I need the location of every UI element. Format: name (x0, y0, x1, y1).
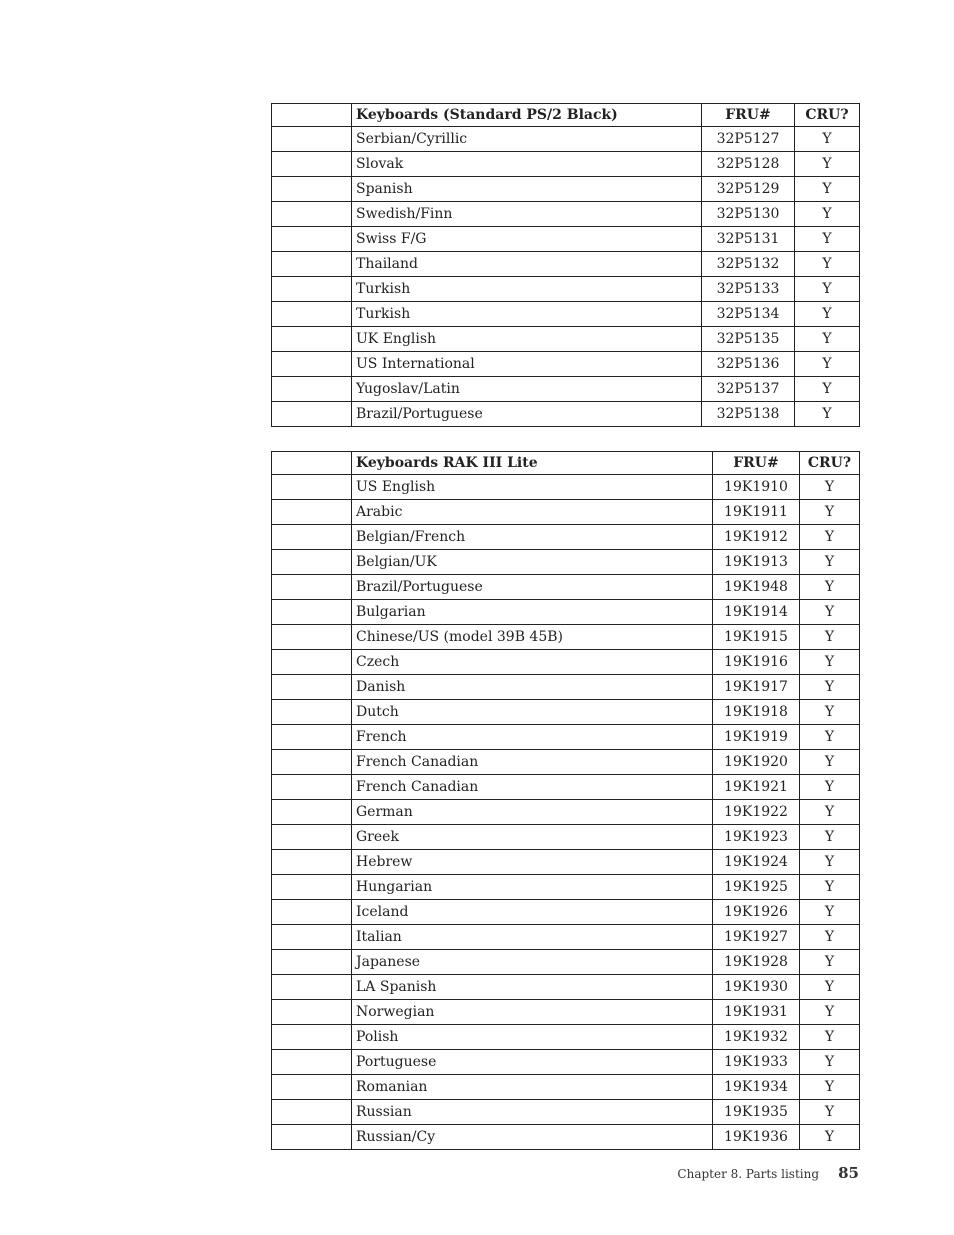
cru-cell: Y (800, 1025, 860, 1050)
description-cell: Arabic (352, 500, 713, 525)
fru-cell: 19K1926 (713, 900, 800, 925)
description-cell: US English (352, 475, 713, 500)
cru-cell: Y (795, 402, 860, 427)
cru-cell: Y (795, 327, 860, 352)
table-row (272, 127, 860, 152)
table-row (272, 1125, 860, 1150)
cru-cell: Y (800, 950, 860, 975)
description-cell: Danish (352, 675, 713, 700)
fru-cell: 19K1923 (713, 825, 800, 850)
description-cell: Serbian/Cyrillic (352, 127, 702, 152)
table-row (272, 1075, 860, 1100)
blank-cell (272, 550, 352, 575)
description-cell: Dutch (352, 700, 713, 725)
fru-cell: 19K1918 (713, 700, 800, 725)
description-cell: Swedish/Finn (352, 202, 702, 227)
cru-cell: Y (800, 475, 860, 500)
blank-cell (272, 1125, 352, 1150)
description-cell: Slovak (352, 152, 702, 177)
table-row (272, 550, 860, 575)
table-row (272, 377, 860, 402)
table-row (272, 925, 860, 950)
fru-header: FRU# (702, 104, 795, 127)
cru-cell: Y (795, 377, 860, 402)
table-row (272, 525, 860, 550)
table-row (272, 327, 860, 352)
cru-cell: Y (800, 675, 860, 700)
description-cell: Greek (352, 825, 713, 850)
cru-cell: Y (795, 252, 860, 277)
table-row (272, 252, 860, 277)
table-row (272, 650, 860, 675)
cru-cell: Y (800, 750, 860, 775)
fru-cell: 19K1917 (713, 675, 800, 700)
table-row (272, 775, 860, 800)
table-header-row (272, 104, 860, 127)
table-row (272, 725, 860, 750)
fru-cell: 19K1910 (713, 475, 800, 500)
fru-cell: 19K1924 (713, 850, 800, 875)
fru-cell: 19K1931 (713, 1000, 800, 1025)
fru-header: FRU# (713, 452, 800, 475)
table-row (272, 1025, 860, 1050)
blank-cell (272, 302, 352, 327)
fru-cell: 32P5132 (702, 252, 795, 277)
description-cell: Brazil/Portuguese (352, 402, 702, 427)
cru-cell: Y (800, 500, 860, 525)
cru-cell: Y (800, 1125, 860, 1150)
cru-cell: Y (800, 525, 860, 550)
table-header-row (272, 452, 860, 475)
blank-cell (272, 377, 352, 402)
table-row (272, 975, 860, 1000)
blank-cell (272, 700, 352, 725)
description-cell: Romanian (352, 1075, 713, 1100)
fru-cell: 19K1927 (713, 925, 800, 950)
cru-cell: Y (800, 975, 860, 1000)
blank-cell (272, 750, 352, 775)
table-row (272, 675, 860, 700)
description-cell: Brazil/Portuguese (352, 575, 713, 600)
description-cell: Portuguese (352, 1050, 713, 1075)
fru-cell: 19K1934 (713, 1075, 800, 1100)
fru-cell: 19K1919 (713, 725, 800, 750)
fru-cell: 19K1922 (713, 800, 800, 825)
cru-cell: Y (800, 900, 860, 925)
description-cell: German (352, 800, 713, 825)
description-header: Keyboards RAK III Lite (352, 452, 713, 475)
cru-cell: Y (800, 825, 860, 850)
description-cell: Russian (352, 1100, 713, 1125)
description-cell: Turkish (352, 277, 702, 302)
table-row (272, 875, 860, 900)
blank-cell (272, 1025, 352, 1050)
description-cell: Thailand (352, 252, 702, 277)
chapter-title: Chapter 8. Parts listing (677, 1167, 820, 1181)
blank-cell (272, 650, 352, 675)
fru-cell: 32P5127 (702, 127, 795, 152)
table-row (272, 1000, 860, 1025)
table-row (272, 575, 860, 600)
cru-cell: Y (800, 925, 860, 950)
fru-cell: 19K1928 (713, 950, 800, 975)
description-cell: UK English (352, 327, 702, 352)
cru-cell: Y (800, 1100, 860, 1125)
fru-cell: 32P5129 (702, 177, 795, 202)
table-row (272, 402, 860, 427)
fru-cell: 32P5130 (702, 202, 795, 227)
blank-cell (272, 800, 352, 825)
blank-cell (272, 402, 352, 427)
keyboards-rak-iii-lite-table (271, 451, 860, 1150)
page-footer (677, 1163, 859, 1182)
fru-cell: 19K1916 (713, 650, 800, 675)
description-cell: Yugoslav/Latin (352, 377, 702, 402)
blank-cell (272, 725, 352, 750)
description-cell: Spanish (352, 177, 702, 202)
cru-cell: Y (800, 875, 860, 900)
blank-cell (272, 775, 352, 800)
table-row (272, 800, 860, 825)
fru-cell: 19K1913 (713, 550, 800, 575)
fru-cell: 19K1932 (713, 1025, 800, 1050)
fru-cell: 32P5137 (702, 377, 795, 402)
description-header: Keyboards (Standard PS/2 Black) (352, 104, 702, 127)
cru-cell: Y (800, 1000, 860, 1025)
cru-cell: Y (795, 302, 860, 327)
cru-cell: Y (800, 600, 860, 625)
blank-cell (272, 850, 352, 875)
table-row (272, 177, 860, 202)
blank-cell (272, 475, 352, 500)
fru-cell: 19K1911 (713, 500, 800, 525)
cru-cell: Y (795, 202, 860, 227)
blank-cell (272, 277, 352, 302)
table-row (272, 825, 860, 850)
description-cell: Chinese/US (model 39B 45B) (352, 625, 713, 650)
blank-cell (272, 900, 352, 925)
cru-cell: Y (800, 625, 860, 650)
cru-cell: Y (795, 177, 860, 202)
description-cell: Bulgarian (352, 600, 713, 625)
cru-header: CRU? (800, 452, 860, 475)
cru-cell: Y (795, 227, 860, 252)
cru-cell: Y (795, 352, 860, 377)
description-cell: French (352, 725, 713, 750)
blank-cell (272, 227, 352, 252)
table-row (272, 500, 860, 525)
blank-cell (272, 825, 352, 850)
table-row (272, 625, 860, 650)
description-cell: French Canadian (352, 775, 713, 800)
cru-cell: Y (800, 575, 860, 600)
table-row (272, 475, 860, 500)
cru-cell: Y (800, 1050, 860, 1075)
blank-cell (272, 127, 352, 152)
description-cell: Norwegian (352, 1000, 713, 1025)
description-cell: LA Spanish (352, 975, 713, 1000)
description-cell: Belgian/UK (352, 550, 713, 575)
cru-cell: Y (795, 277, 860, 302)
fru-cell: 32P5128 (702, 152, 795, 177)
blank-cell (272, 1000, 352, 1025)
blank-cell (272, 352, 352, 377)
blank-cell (272, 104, 352, 127)
description-cell: Belgian/French (352, 525, 713, 550)
blank-cell (272, 177, 352, 202)
table-row (272, 277, 860, 302)
fru-cell: 19K1933 (713, 1050, 800, 1075)
fru-cell: 19K1935 (713, 1100, 800, 1125)
fru-cell: 19K1921 (713, 775, 800, 800)
blank-cell (272, 600, 352, 625)
table-row (272, 600, 860, 625)
blank-cell (272, 252, 352, 277)
cru-cell: Y (800, 725, 860, 750)
fru-cell: 32P5133 (702, 277, 795, 302)
blank-cell (272, 1075, 352, 1100)
description-cell: French Canadian (352, 750, 713, 775)
fru-cell: 32P5131 (702, 227, 795, 252)
fru-cell: 19K1912 (713, 525, 800, 550)
cru-cell: Y (800, 800, 860, 825)
table-row (272, 1050, 860, 1075)
table-row (272, 352, 860, 377)
table-row (272, 227, 860, 252)
cru-cell: Y (800, 650, 860, 675)
fru-cell: 19K1948 (713, 575, 800, 600)
blank-cell (272, 152, 352, 177)
fru-cell: 19K1920 (713, 750, 800, 775)
blank-cell (272, 925, 352, 950)
fru-cell: 19K1925 (713, 875, 800, 900)
blank-cell (272, 575, 352, 600)
page-number: 85 (838, 1164, 859, 1182)
blank-cell (272, 625, 352, 650)
blank-cell (272, 202, 352, 227)
fru-cell: 19K1936 (713, 1125, 800, 1150)
cru-cell: Y (800, 550, 860, 575)
description-cell: Hungarian (352, 875, 713, 900)
blank-cell (272, 500, 352, 525)
blank-cell (272, 950, 352, 975)
blank-cell (272, 1050, 352, 1075)
table-row (272, 950, 860, 975)
description-cell: Polish (352, 1025, 713, 1050)
table-row (272, 900, 860, 925)
blank-cell (272, 327, 352, 352)
table-row (272, 700, 860, 725)
fru-cell: 19K1930 (713, 975, 800, 1000)
description-cell: US International (352, 352, 702, 377)
description-cell: Iceland (352, 900, 713, 925)
table-row (272, 1100, 860, 1125)
cru-cell: Y (800, 1075, 860, 1100)
cru-header: CRU? (795, 104, 860, 127)
table-row (272, 152, 860, 177)
fru-cell: 32P5136 (702, 352, 795, 377)
description-cell: Czech (352, 650, 713, 675)
fru-cell: 19K1915 (713, 625, 800, 650)
cru-cell: Y (800, 850, 860, 875)
fru-cell: 19K1914 (713, 600, 800, 625)
fru-cell: 32P5135 (702, 327, 795, 352)
fru-cell: 32P5138 (702, 402, 795, 427)
description-cell: Italian (352, 925, 713, 950)
fru-cell: 32P5134 (702, 302, 795, 327)
description-cell: Hebrew (352, 850, 713, 875)
table-row (272, 750, 860, 775)
description-cell: Swiss F/G (352, 227, 702, 252)
table-row (272, 302, 860, 327)
blank-cell (272, 675, 352, 700)
table-row (272, 202, 860, 227)
blank-cell (272, 875, 352, 900)
keyboards-standard-ps2-table (271, 103, 860, 427)
cru-cell: Y (800, 700, 860, 725)
description-cell: Russian/Cy (352, 1125, 713, 1150)
description-cell: Japanese (352, 950, 713, 975)
cru-cell: Y (800, 775, 860, 800)
cru-cell: Y (795, 152, 860, 177)
cru-cell: Y (795, 127, 860, 152)
blank-cell (272, 525, 352, 550)
blank-cell (272, 975, 352, 1000)
blank-cell (272, 1100, 352, 1125)
blank-cell (272, 452, 352, 475)
table-row (272, 850, 860, 875)
description-cell: Turkish (352, 302, 702, 327)
